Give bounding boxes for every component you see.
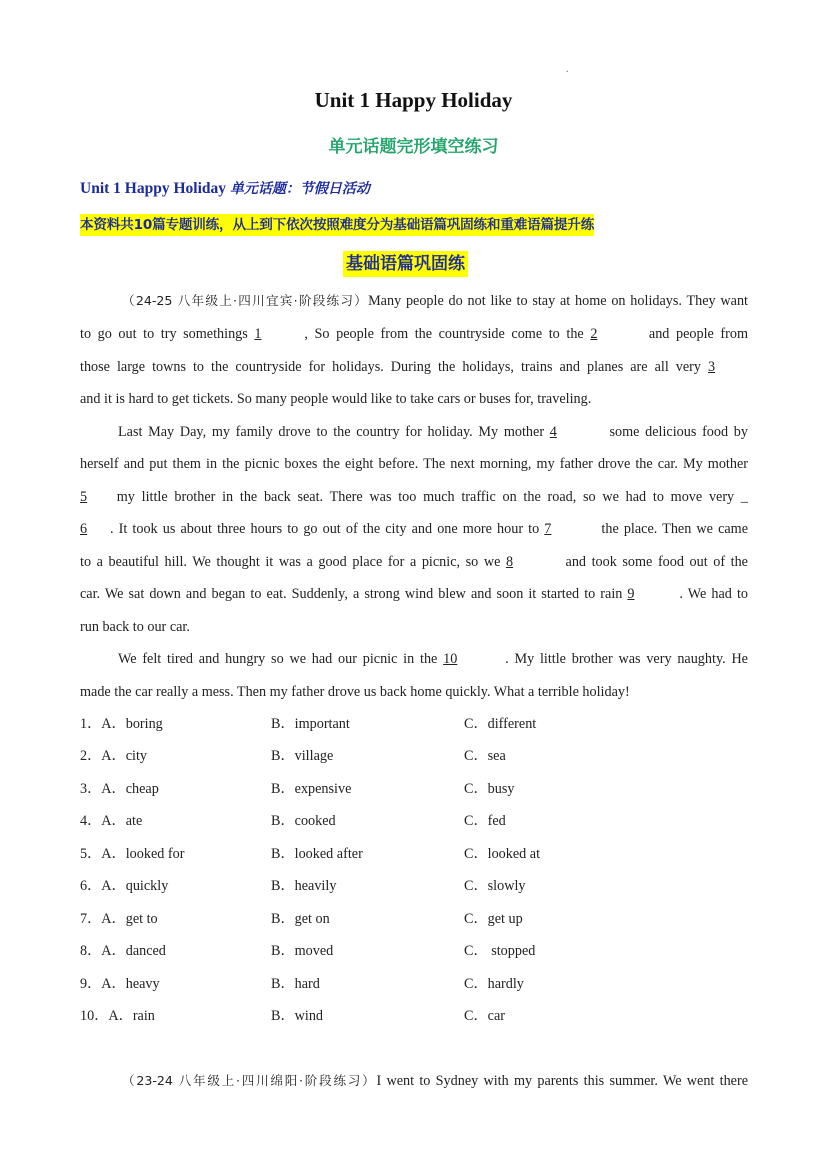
page-subtitle: 单元话题完形填空练习 — [328, 137, 499, 157]
passage-line — [80, 387, 748, 411]
option-row — [80, 874, 750, 898]
question-number: 9． — [80, 976, 102, 992]
line-text: _ — [740, 489, 748, 505]
question-number: 2． — [80, 748, 102, 764]
line-text: the place. Then we came — [596, 521, 748, 537]
line-text: and took some food out of the — [559, 554, 748, 570]
line-text: , So people from the countryside come to the — [304, 326, 591, 342]
option-b: B．expensive — [271, 781, 352, 797]
line-text: to go out to try somethings — [80, 326, 255, 342]
option-c: C．looked at — [464, 846, 541, 862]
option-c: C．fed — [464, 813, 506, 829]
line-text: car. We sat down and began to eat. Suddenly, a strong wind blew and soon it started to rain — [80, 586, 628, 602]
blank-3: 3 — [708, 359, 716, 375]
option-row — [80, 972, 750, 996]
passage-line — [80, 322, 748, 346]
question-number: 6． — [80, 878, 102, 894]
line-text: run back to our car. — [80, 619, 190, 635]
option-row — [80, 809, 750, 833]
option-a-text: A．city — [101, 748, 148, 764]
passage-line — [80, 485, 748, 509]
line-text: and people from — [642, 326, 748, 342]
line-text: and it is hard to get tickets. So many people would like to take cars or buses for, traveling. — [80, 391, 592, 407]
option-row — [80, 907, 750, 931]
line-text: . My little brother was very naughty. He — [505, 651, 748, 667]
question-number: 3． — [80, 781, 102, 797]
option-c: C． stopped — [464, 943, 536, 959]
option-row — [80, 939, 750, 963]
passage-line — [80, 452, 748, 476]
option-b: B．get on — [271, 911, 330, 927]
option-b: B．heavily — [271, 878, 337, 894]
option-a-text: A．rain — [108, 1008, 155, 1024]
line-text: to a beautiful hill. We thought it was a good place for a picnic, so we — [80, 554, 506, 570]
line-text: Last May Day, my family drove to the country for holiday. My mother — [118, 424, 550, 440]
passage-line — [80, 355, 748, 379]
section-title: 基础语篇巩固练 — [343, 251, 468, 277]
passage-line — [118, 420, 748, 444]
blank-4: 4 — [549, 424, 557, 440]
option-c: C．sea — [464, 748, 506, 764]
topic-english: Unit 1 Happy Holiday — [80, 180, 230, 197]
option-a-text: A．cheap — [101, 781, 159, 797]
line-text: some delicious food by — [603, 424, 748, 440]
option-a-text: A．ate — [101, 813, 143, 829]
line-text: those large towns to the countryside for holidays. During the holidays, trains and planes are all very — [80, 359, 708, 375]
option-row — [80, 1004, 750, 1028]
option-a — [80, 939, 166, 963]
blank-7: 7 — [544, 521, 552, 537]
line-text: We felt tired and hungry so we had our picnic in the — [118, 651, 444, 667]
option-row — [80, 842, 750, 866]
passage-source: （24-25 八年级上·四川宜宾·阶段练习） — [122, 293, 369, 308]
question-number: 10． — [80, 1008, 109, 1024]
option-a-text: A．quickly — [101, 878, 169, 894]
line-text: made the car really a mess. Then my father drove us back home quickly. What a terrible holiday! — [80, 684, 630, 700]
option-row — [80, 744, 750, 768]
line-text: . We had to — [679, 586, 748, 602]
option-b: B．important — [271, 716, 350, 732]
option-a — [80, 1004, 155, 1028]
option-c: C．slowly — [464, 878, 526, 894]
option-b: B．cooked — [271, 813, 336, 829]
line-text: . It took us about three hours to go out of the city and one more hour to — [110, 521, 545, 537]
option-b: B．looked after — [271, 846, 363, 862]
page-title: Unit 1 Happy Holiday — [314, 88, 513, 112]
blank-9: 9 — [627, 586, 635, 602]
passage-line — [122, 289, 748, 313]
blank-6: 6 — [80, 521, 88, 537]
option-a — [80, 744, 147, 768]
option-a-text: A．boring — [101, 716, 163, 732]
passage-line — [80, 550, 748, 574]
passage-line — [80, 517, 748, 541]
option-b: B．wind — [271, 1008, 324, 1024]
question-number: 7． — [80, 911, 102, 927]
question-number: 1． — [80, 716, 102, 732]
question-number: 4． — [80, 813, 102, 829]
passage-line — [118, 647, 748, 671]
option-c: C．hardly — [464, 976, 524, 992]
line-text: I went to Sydney with my parents this summer. We went there — [376, 1073, 748, 1089]
question-number: 8． — [80, 943, 102, 959]
line-text: herself and put them in the picnic boxes the eight before. The next morning, my father drove the car. My mother — [80, 456, 748, 472]
option-row — [80, 712, 750, 736]
option-a — [80, 842, 184, 866]
blank-8: 8 — [505, 554, 514, 570]
option-row — [80, 777, 750, 801]
question-number: 5． — [80, 846, 102, 862]
option-a-text: A．get to — [101, 911, 158, 927]
line-text: my little brother in the back seat. There was too much traffic on the road, so we had to move very — [110, 489, 741, 505]
option-a — [80, 712, 163, 736]
passage-line — [80, 680, 748, 704]
option-a-text: A．heavy — [101, 976, 160, 992]
option-c: C．car — [464, 1008, 505, 1024]
passage-line — [80, 582, 748, 606]
option-a — [80, 874, 168, 898]
option-b: B．moved — [271, 943, 334, 959]
option-a — [80, 907, 158, 931]
option-c: C．busy — [464, 781, 515, 797]
option-a — [80, 972, 160, 996]
blank-10: 10 — [443, 651, 458, 667]
unit-topic — [80, 178, 370, 198]
blank-1: 1 — [254, 326, 262, 342]
option-c: C．different — [464, 716, 537, 732]
option-b: B．village — [271, 748, 334, 764]
option-b: B．hard — [271, 976, 320, 992]
passage-source: （23-24 八年级上·四川绵阳·阶段练习） — [122, 1073, 377, 1088]
option-a-text: A．danced — [101, 943, 166, 959]
option-a — [80, 809, 142, 833]
passage-line — [80, 615, 748, 639]
passage-line — [122, 1069, 748, 1093]
topic-chinese: 单元话题：节假日活动 — [229, 181, 370, 197]
option-a — [80, 777, 159, 801]
blank-5: 5 — [80, 489, 88, 505]
option-c: C．get up — [464, 911, 523, 927]
material-note: 本资料共10篇专题训练，从上到下依次按照难度分为基础语篇巩固练和重难语篇提升练 — [80, 214, 594, 236]
page-dot: . — [566, 64, 569, 75]
line-text: Many people do not like to stay at home on holidays. They want — [368, 293, 748, 309]
option-a-text: A．looked for — [101, 846, 185, 862]
blank-2: 2 — [590, 326, 598, 342]
